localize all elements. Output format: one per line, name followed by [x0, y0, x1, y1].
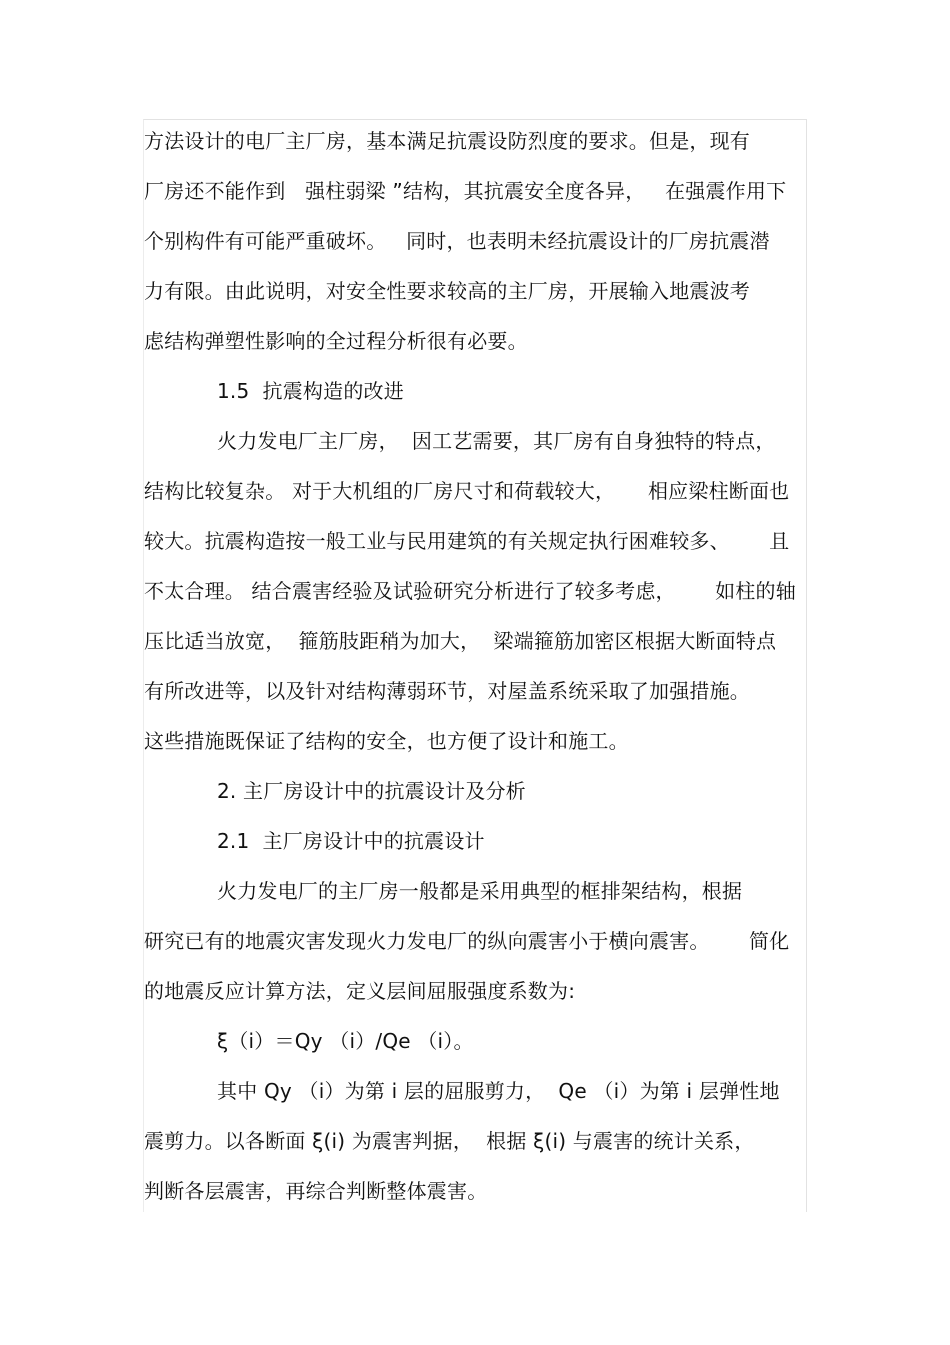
body-text-line: 有所改进等，以及针对结构薄弱环节，对屋盖系统采取了加强措施。	[144, 679, 750, 703]
body-text-line: 火力发电厂的主厂房一般都是采用典型的框排架结构，根据	[217, 879, 743, 903]
section-heading: 1.5 抗震构造的改进	[217, 379, 404, 403]
body-text-line: 厂房还不能作到 强柱弱梁 ”结构，其抗震安全度各异， 在强震作用下	[144, 179, 787, 203]
body-text-line: 方法设计的电厂主厂房，基本满足抗震设防烈度的要求。但是，现有	[144, 129, 750, 153]
body-text-line: 结构比较复杂。 对于大机组的厂房尺寸和荷载较大， 相应梁柱断面也	[144, 479, 790, 503]
body-text-line: 压比适当放宽， 箍筋肢距稍为加大， 梁端箍筋加密区根据大断面特点	[144, 629, 777, 653]
body-text-line: 研究已有的地震灾害发现火力发电厂的纵向震害小于横向震害。 简化	[144, 929, 790, 953]
body-text-line: 震剪力。以各断面 ξ(i) 为震害判据， 根据 ξ(i) 与震害的统计关系，	[144, 1129, 755, 1153]
body-text-line: 力有限。由此说明，对安全性要求较高的主厂房，开展输入地震波考	[144, 279, 750, 303]
formula: ξ（i）＝Qy （i）/Qe （i）。	[217, 1029, 474, 1053]
body-text-line: 较大。抗震构造按一般工业与民用建筑的有关规定执行困难较多、 且	[144, 529, 790, 553]
body-text-line: 不太合理。 结合震害经验及试验研究分析进行了较多考虑， 如柱的轴	[144, 579, 796, 603]
body-text-line: 火力发电厂主厂房， 因工艺需要，其厂房有自身独特的特点，	[217, 429, 776, 453]
body-text-line: 的地震反应计算方法，定义层间屈服强度系数为:	[144, 979, 576, 1003]
section-heading: 2.1 主厂房设计中的抗震设计	[217, 829, 485, 853]
section-heading: 2. 主厂房设计中的抗震设计及分析	[217, 779, 526, 803]
body-text-line: 个别构件有可能严重破坏。 同时，也表明未经抗震设计的厂房抗震潜	[144, 229, 770, 253]
body-text-line: 其中 Qy （i）为第 i 层的屈服剪力， Qe （i）为第 i 层弹性地	[217, 1079, 780, 1103]
body-text-line: 判断各层震害，再综合判断整体震害。	[144, 1179, 488, 1203]
body-text-line: 这些措施既保证了结构的安全，也方便了设计和施工。	[144, 729, 629, 753]
body-text-line: 虑结构弹塑性影响的全过程分析很有必要。	[144, 329, 528, 353]
